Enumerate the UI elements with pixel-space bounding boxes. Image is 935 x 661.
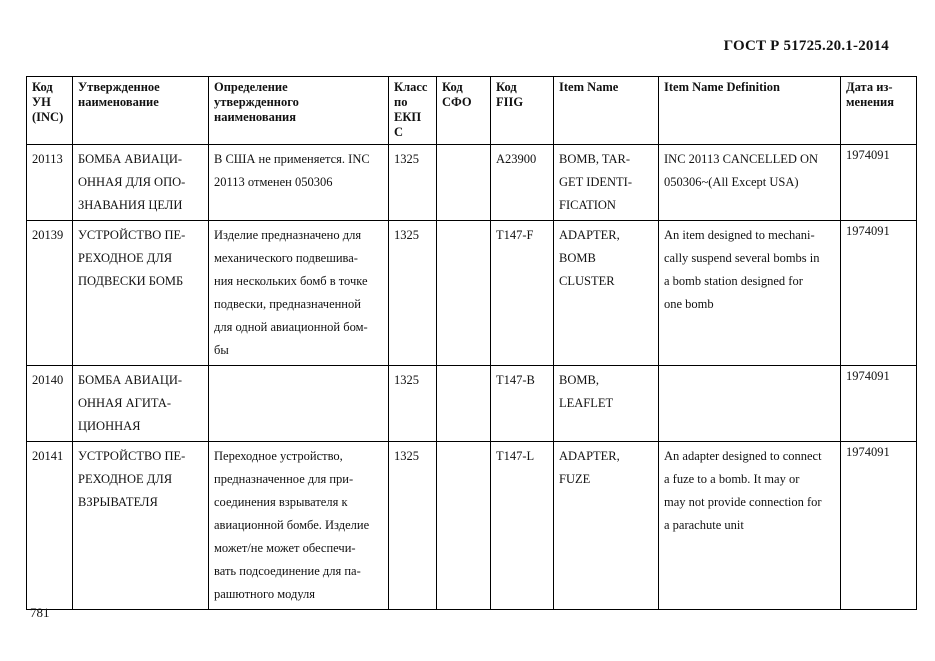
cell-inc: 20140 (27, 366, 73, 442)
cell-inc: 20141 (27, 442, 73, 610)
cell-definition: Изделие предназначено для механического подвешива- ния нескольких бомб в точке подвески, предназначенной для одной авиационной бом- бы (209, 221, 389, 366)
cell-item-name: BOMB, LEAFLET (554, 366, 659, 442)
table-body (27, 145, 917, 610)
cell-inc: 20139 (27, 221, 73, 366)
cell-sfo (437, 366, 491, 442)
cell-fiig: A23900 (491, 145, 554, 221)
cell-item-definition: INC 20113 CANCELLED ON 050306~(All Except USA) (659, 145, 841, 221)
cell-date: 1974091 (841, 221, 917, 366)
cell-date: 1974091 (841, 366, 917, 442)
col-approved-name-header: Утвержденное наименование (73, 77, 209, 145)
table-row (27, 442, 917, 610)
cell-fiig: T147-L (491, 442, 554, 610)
document-code: ГОСТ Р 51725.20.1-2014 (723, 38, 889, 54)
cell-item-definition: An adapter designed to connect a fuze to a bomb. It may or may not provide connection for a parachute unit (659, 442, 841, 610)
cell-class: 1325 (389, 221, 437, 366)
cell-item-name: ADAPTER, FUZE (554, 442, 659, 610)
cell-item-name: ADAPTER, BOMB CLUSTER (554, 221, 659, 366)
cell-date: 1974091 (841, 442, 917, 610)
col-fiig-header: Код FIIG (491, 77, 554, 145)
table-row (27, 221, 917, 366)
cell-fiig: T147-F (491, 221, 554, 366)
cell-name: УСТРОЙСТВО ПЕ- РЕХОДНОЕ ДЛЯ ВЗРЫВАТЕЛЯ (73, 442, 209, 610)
cell-sfo (437, 442, 491, 610)
cell-date: 1974091 (841, 145, 917, 221)
table-row (27, 366, 917, 442)
cell-class: 1325 (389, 442, 437, 610)
nomenclature-table (26, 76, 917, 610)
table-row (27, 145, 917, 221)
col-item-definition-header: Item Name Definition (659, 77, 841, 145)
cell-fiig: T147-B (491, 366, 554, 442)
cell-name: БОМБА АВИАЦИ- ОННАЯ АГИТА- ЦИОННАЯ (73, 366, 209, 442)
cell-sfo (437, 145, 491, 221)
col-class-header: Класс по ЕКП С (389, 77, 437, 145)
col-name-definition-header: Определение утвержденного наименования (209, 77, 389, 145)
cell-item-name: BOMB, TAR- GET IDENTI- FICATION (554, 145, 659, 221)
cell-definition: Переходное устройство, предназначенное для при- соединения взрывателя к авиационной бомбе. Изделие может/не может обеспечи- вать подсоединение для па- рашютного модуля (209, 442, 389, 610)
col-sfo-header: Код СФО (437, 77, 491, 145)
cell-definition: В США не применяется. INC 20113 отменен 050306 (209, 145, 389, 221)
cell-inc: 20113 (27, 145, 73, 221)
cell-sfo (437, 221, 491, 366)
header-row (27, 77, 917, 145)
cell-item-definition (659, 366, 841, 442)
cell-class: 1325 (389, 366, 437, 442)
col-inc-header: Код УН (INC) (27, 77, 73, 145)
cell-name: УСТРОЙСТВО ПЕ- РЕХОДНОЕ ДЛЯ ПОДВЕСКИ БОМБ (73, 221, 209, 366)
page-number: 781 (30, 605, 50, 620)
cell-item-definition: An item designed to mechani- cally suspend several bombs in a bomb station designed for one bomb (659, 221, 841, 366)
cell-class: 1325 (389, 145, 437, 221)
col-item-name-header: Item Name (554, 77, 659, 145)
col-change-date-header: Дата из- менения (841, 77, 917, 145)
cell-name: БОМБА АВИАЦИ- ОННАЯ ДЛЯ ОПО- ЗНАВАНИЯ ЦЕЛИ (73, 145, 209, 221)
cell-definition (209, 366, 389, 442)
